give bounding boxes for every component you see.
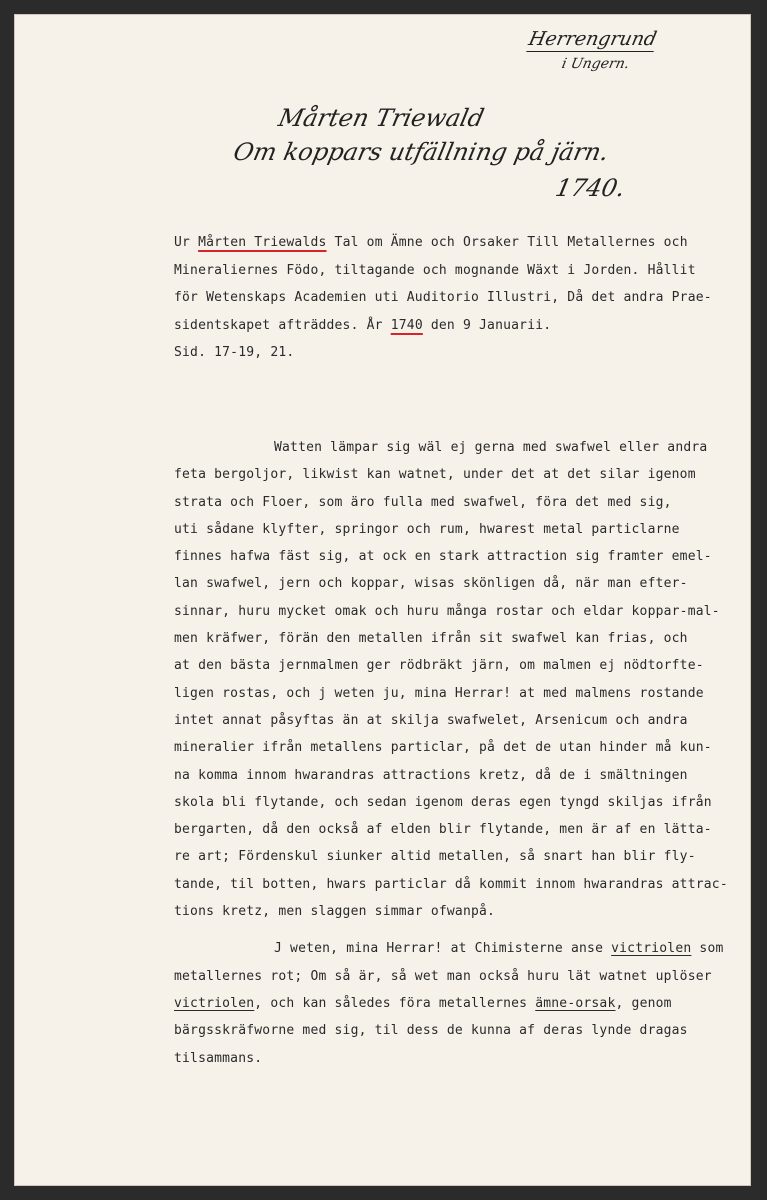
underlined-term: ämne-orsak: [535, 995, 616, 1011]
underlined-term: victriolen: [174, 995, 255, 1011]
text-line: tions kretz, men slaggen simmar ofwanpå.: [174, 904, 496, 920]
text-line: tilsammans.: [174, 1050, 263, 1066]
source-citation: [174, 229, 719, 367]
citation-text: den 9 Januarii.: [422, 317, 552, 333]
text-span: J weten, mina Herrar! at Chimisterne anse: [274, 941, 612, 957]
handwritten-location-country: i Ungern.: [560, 56, 631, 72]
text-line: sinnar, huru mycket omak och huru många rostar och eldar koppar-mal-: [174, 603, 720, 619]
text-line: bergarten, då den också af elden blir flytande, men är af en lätta-: [174, 822, 712, 838]
text-line: ligen rostas, och j weten ju, mina Herrar! at med malmens rostande: [174, 685, 704, 701]
text-line: uti sådane klyfter, springor och rum, hwarest metal particlarne: [174, 521, 680, 537]
text-line: re art; Fördenskul siunker altid metallen, så snart han blir fly-: [174, 849, 696, 865]
underlined-term: victriolen: [611, 941, 692, 957]
text-line: at den bästa jernmalmen ger rödbräkt järn, om malmen ej nödtorfte-: [174, 658, 704, 674]
text-line: mineralier ifrån metallens particlar, på det de utan hinder må kun-: [174, 740, 712, 756]
handwritten-location: Herrengrund: [526, 28, 659, 50]
text-span: , och kan således föra metallernes: [254, 995, 536, 1011]
text-line: bärgsskräfworne med sig, til dess de kunna af deras lynde dragas: [174, 1023, 688, 1039]
citation-line: för Wetenskaps Academien uti Auditorio Illustri, Då det andra Prae-: [174, 290, 712, 305]
handwritten-year: 1740.: [553, 174, 628, 202]
handwritten-author: Mårten Triewald: [276, 104, 487, 132]
page-reference: Sid. 17-19, 21.: [174, 345, 295, 360]
document-page: [14, 14, 751, 1186]
citation-text: Ur: [174, 235, 199, 250]
text-line: skola bli flytande, och sedan igenom deras egen tyngd skiljas ifrån: [174, 794, 712, 810]
text-line: finnes hafwa fäst sig, at ock en stark attraction sig framter emel-: [174, 549, 712, 565]
text-line: [174, 935, 734, 962]
text-line: tande, til botten, hwars particlar då kommit innom hwarandras attrac-: [174, 876, 728, 892]
text-line: strata och Floer, som äro fulla med swafwel, föra det med sig,: [174, 494, 672, 510]
year-underlined: 1740: [390, 317, 423, 333]
paragraph-gap: [174, 925, 734, 935]
text-line: [174, 990, 734, 1017]
citation-text: Tal om Ämne och Orsaker Till Metallernes och: [326, 235, 688, 250]
text-line: intet annat påsyftas än at skilja swafwelet, Arsenicum och andra: [174, 712, 688, 728]
text-line: men kräfwer, förän den metallen ifrån sit swafwel kan frias, och: [174, 631, 688, 647]
text-span: , genom: [615, 995, 672, 1011]
citation-line: Mineraliernes Födo, tiltagande och mognande Wäxt i Jorden. Hållit: [174, 262, 696, 278]
text-line: Watten lämpar sig wäl ej gerna med swafwel eller andra: [274, 440, 708, 455]
text-line: metallernes rot; Om så är, så wet man också huru lät watnet uplöser: [174, 968, 712, 984]
quoted-text: [174, 434, 734, 1072]
author-name-underlined: Mårten Triewalds: [198, 235, 327, 250]
text-line: na komma innom hwarandras attractions kretz, då de i smältningen: [174, 767, 688, 783]
handwritten-title: Om koppars utfällning på järn.: [231, 138, 612, 166]
text-line: feta bergoljor, likwist kan watnet, under det at det silar igenom: [174, 467, 696, 483]
citation-text: sidentskapet afträddes. År: [174, 317, 391, 333]
citation-line: [174, 312, 719, 340]
text-line: lan swafwel, jern och koppar, wisas skönligen då, när man efter-: [174, 576, 688, 592]
text-span: som: [691, 941, 724, 957]
citation-line: [174, 229, 719, 257]
